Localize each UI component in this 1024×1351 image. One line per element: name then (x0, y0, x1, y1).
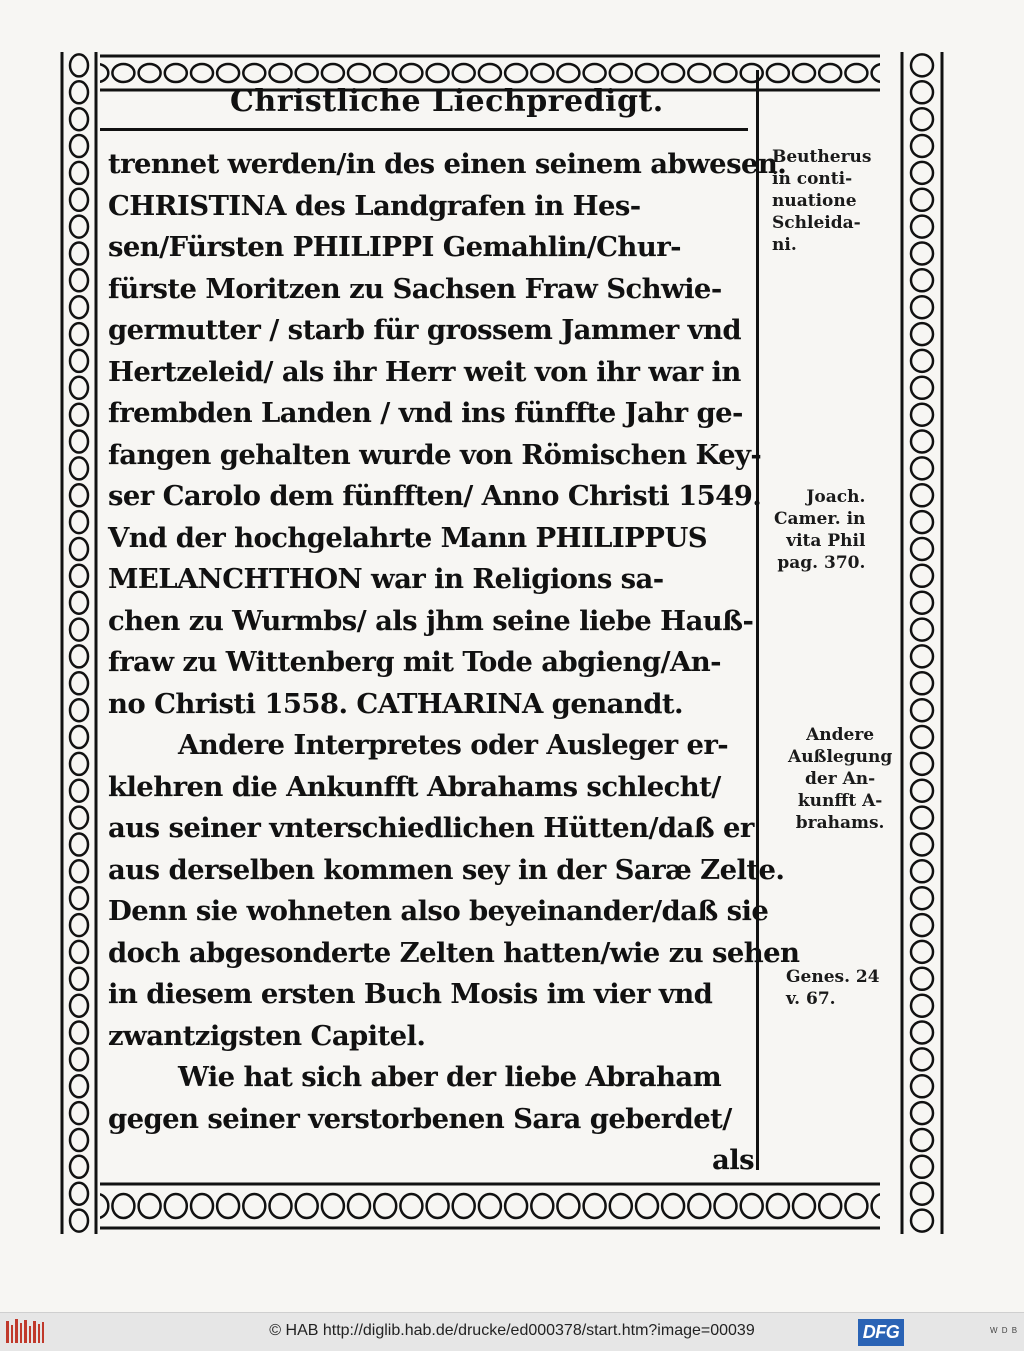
text-line: gegen seiner verstorbenen Sara geberdet/ (108, 1102, 732, 1135)
text-line: chen zu Wurmbs/ als jhm seine liebe Hauß- (108, 604, 754, 637)
text-line: fangen gehalten wurde von Römischen Key- (108, 438, 762, 471)
text-line: aus derselben kommen sey in der Saræ Zelte. (108, 853, 785, 886)
margin-note-beutherus (772, 146, 871, 256)
margin-note-line: Außlegung (788, 747, 893, 767)
footer-small-mark: W D B (990, 1326, 1019, 1335)
text-line: Denn sie wohneten also beyeinander/daß sie (108, 895, 769, 927)
text-line: aus seiner vnterschiedlichen Hütten/daß er (108, 812, 754, 844)
text-line: Andere Interpretes oder Ausleger er- (178, 729, 729, 761)
viewer-footer (0, 1312, 1024, 1351)
text-line: frembden Landen / vnd ins fünffte Jahr ge- (108, 397, 743, 429)
margin-note-line: vita Phil (786, 531, 866, 551)
text-line: sen/Fürsten PHILIPPI Gemahlin/Chur- (108, 231, 681, 263)
margin-note-line: nuatione (772, 191, 857, 211)
text-line: klehren die Ankunfft Abrahams schlecht/ (108, 770, 721, 803)
body-text (108, 144, 800, 1182)
text-line: fraw zu Wittenberg mit Tode abgieng/An- (108, 646, 721, 678)
margin-note-line: Beutherus (772, 147, 872, 167)
margin-note-genes (786, 966, 880, 1010)
text-line: Vnd der hochgelahrte Mann PHILIPPUS (108, 521, 707, 554)
text-line: MELANCHTHON war in Religions sa- (108, 563, 664, 595)
margin-note-line: der An- (805, 769, 876, 789)
margin-note-joach-camer (774, 486, 865, 574)
margin-note-line: Camer. in (774, 509, 866, 529)
margin-note-line: Schleida- (772, 213, 861, 233)
text-line: no Christi 1558. CATHARINA genandt. (108, 687, 683, 720)
text-line: Wie hat sich aber der liebe Abraham (178, 1061, 722, 1093)
margin-note-line: brahams. (795, 813, 885, 833)
text-line: trennet werden/in des einen seinem abwesen. (108, 148, 787, 180)
text-line: in diesem ersten Buch Mosis im vier vnd (108, 978, 713, 1010)
margin-note-line: Andere (806, 725, 875, 745)
page-running-header: Christliche Liechpredigt. (230, 84, 664, 119)
text-line: doch abgesonderte Zelten hatten/wie zu sehen (108, 936, 800, 969)
ornament-border-left (58, 52, 100, 1234)
text-line: ser Carolo dem fünfften/ Anno Christi 1549. (108, 480, 762, 512)
margin-note-line: kunfft A- (797, 791, 883, 811)
header-rule (100, 128, 748, 131)
text-line: CHRISTINA des Landgrafen in Hes- (108, 189, 641, 222)
margin-note-andere-ausslegung (788, 724, 892, 834)
margin-note-line: in conti- (772, 169, 853, 189)
ornament-border-right (880, 52, 948, 1234)
margin-note-line: ni. (772, 235, 797, 255)
dfg-logo: DFG (858, 1319, 904, 1346)
text-line: zwantzigsten Capitel. (108, 1019, 426, 1052)
citation-url[interactable]: © HAB http://diglib.hab.de/drucke/ed000378/start.htm?image=00039 (269, 1322, 755, 1339)
margin-note-line: Joach. (806, 487, 866, 507)
margin-note-line: v. 67. (786, 989, 836, 1009)
text-line: fürste Moritzen zu Sachsen Fraw Schwie- (108, 272, 722, 305)
margin-note-line: Genes. 24 (786, 967, 880, 987)
margin-note-line: pag. 370. (777, 553, 866, 573)
ornament-border-bottom (58, 1180, 948, 1232)
text-line: germutter / starb für grossem Jammer vnd (108, 314, 742, 346)
text-line: Hertzeleid/ als ihr Herr weit von ihr war in (108, 355, 741, 388)
text-line: als (712, 1144, 754, 1176)
